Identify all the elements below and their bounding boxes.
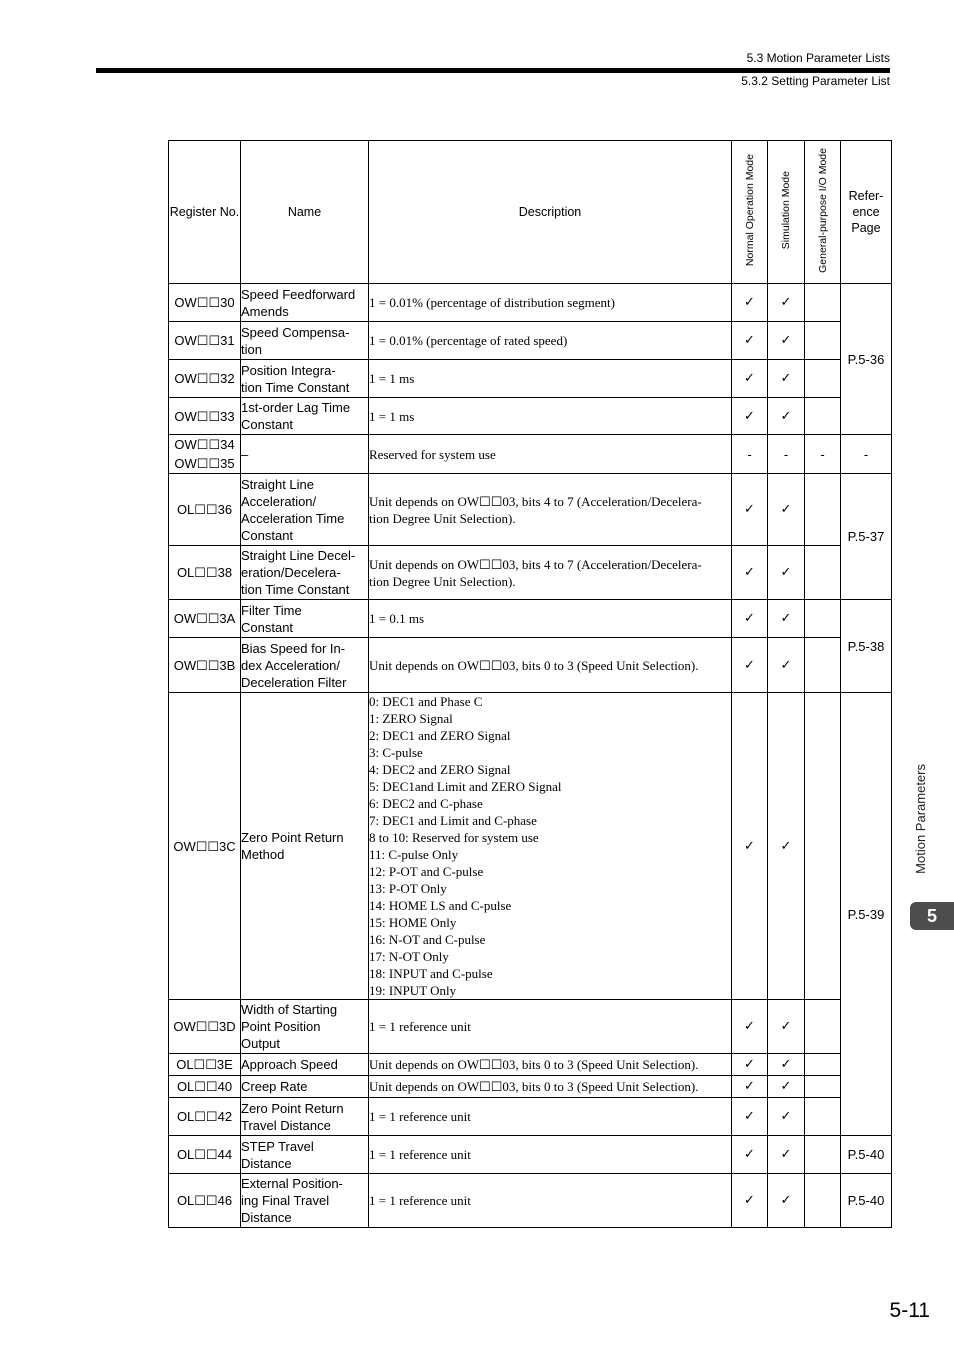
normal-mode-check: ✓: [732, 638, 768, 693]
reference-page-cell: P.5-40: [841, 1136, 892, 1174]
reference-page-cell: P.5-37: [841, 474, 892, 600]
general-io-mode-cell: [805, 546, 841, 600]
description-cell: 1 = 0.01% (percentage of distribution segment): [369, 284, 732, 322]
normal-mode-check: ✓: [732, 474, 768, 546]
name-cell: Zero Point Return Method: [241, 693, 369, 1000]
register-cell: OL☐☐46: [169, 1174, 241, 1228]
normal-mode-dash: -: [732, 435, 768, 474]
name-cell: Zero Point Return Travel Distance: [241, 1098, 369, 1136]
description-cell: 1 = 1 reference unit: [369, 1136, 732, 1174]
setting-parameter-table: [168, 140, 892, 1228]
simulation-mode-check: ✓: [768, 1174, 805, 1228]
simulation-mode-check: ✓: [768, 1076, 805, 1098]
description-cell: 1 = 1 reference unit: [369, 1174, 732, 1228]
normal-mode-check: ✓: [732, 322, 768, 360]
register-cell: OW☐☐31: [169, 322, 241, 360]
table-row: [169, 284, 892, 322]
register-cell: OW☐☐3B: [169, 638, 241, 693]
general-io-mode-cell: [805, 284, 841, 322]
general-io-mode-cell: [805, 693, 841, 1000]
description-cell: Unit depends on OW☐☐03, bits 0 to 3 (Speed Unit Selection).: [369, 638, 732, 693]
simulation-mode-check: ✓: [768, 284, 805, 322]
general-io-mode-cell: [805, 398, 841, 435]
table-row: [169, 360, 892, 398]
register-cell: OL☐☐42: [169, 1098, 241, 1136]
normal-mode-check: ✓: [732, 1000, 768, 1054]
name-cell: Creep Rate: [241, 1076, 369, 1098]
description-cell: 1 = 1 reference unit: [369, 1000, 732, 1054]
description-cell: Unit depends on OW☐☐03, bits 4 to 7 (Acceleration/Decelera- tion Degree Unit Selection).: [369, 474, 732, 546]
name-cell: Straight Line Acceleration/ Acceleration Time Constant: [241, 474, 369, 546]
name-cell: –: [241, 435, 369, 474]
name-cell: Bias Speed for In- dex Acceleration/ Deceleration Filter: [241, 638, 369, 693]
name-cell: Filter Time Constant: [241, 600, 369, 638]
name-cell: Approach Speed: [241, 1054, 369, 1076]
register-cell: OW☐☐33: [169, 398, 241, 435]
general-io-mode-cell: [805, 1174, 841, 1228]
table-row: [169, 322, 892, 360]
name-cell: Speed Compensa- tion: [241, 322, 369, 360]
simulation-mode-dash: -: [768, 435, 805, 474]
header-normal-operation-mode: Normal Operation Mode: [732, 141, 768, 284]
register-cell: OW☐☐3C: [169, 693, 241, 1000]
simulation-mode-check: ✓: [768, 1136, 805, 1174]
normal-mode-check: ✓: [732, 546, 768, 600]
general-io-mode-cell: [805, 360, 841, 398]
name-cell: Speed Feedforward Amends: [241, 284, 369, 322]
normal-mode-check: ✓: [732, 693, 768, 1000]
table-row: [169, 398, 892, 435]
description-cell: Unit depends on OW☐☐03, bits 0 to 3 (Speed Unit Selection).: [369, 1054, 732, 1076]
header-reference-page: Refer- ence Page: [841, 141, 892, 284]
description-cell: 1 = 1 ms: [369, 360, 732, 398]
general-io-mode-cell: [805, 1098, 841, 1136]
normal-mode-check: ✓: [732, 1054, 768, 1076]
simulation-mode-check: ✓: [768, 600, 805, 638]
name-cell: STEP Travel Distance: [241, 1136, 369, 1174]
section-header: 5.3 Motion Parameter Lists: [746, 51, 890, 65]
general-io-mode-cell: [805, 1000, 841, 1054]
description-cell: 1 = 0.1 ms: [369, 600, 732, 638]
normal-mode-check: ✓: [732, 1098, 768, 1136]
register-cell: OL☐☐36: [169, 474, 241, 546]
register-cell: OW☐☐3A: [169, 600, 241, 638]
name-cell: Straight Line Decel- eration/Decelera- tion Time Constant: [241, 546, 369, 600]
name-cell: External Position- ing Final Travel Distance: [241, 1174, 369, 1228]
simulation-mode-check: ✓: [768, 1000, 805, 1054]
table-row: [169, 1076, 892, 1098]
general-io-mode-cell: [805, 1076, 841, 1098]
table-row: [169, 1000, 892, 1054]
table-row: [169, 638, 892, 693]
header-simulation-mode: Simulation Mode: [768, 141, 805, 284]
simulation-mode-check: ✓: [768, 360, 805, 398]
normal-mode-check: ✓: [732, 360, 768, 398]
register-cell: OW☐☐3D: [169, 1000, 241, 1054]
simulation-mode-check: ✓: [768, 322, 805, 360]
normal-mode-check: ✓: [732, 1174, 768, 1228]
side-section-label: Motion Parameters: [912, 764, 928, 874]
general-io-mode-cell: [805, 600, 841, 638]
register-cell: OW☐☐32: [169, 360, 241, 398]
simulation-mode-check: ✓: [768, 546, 805, 600]
reference-page-dash: -: [841, 435, 892, 474]
simulation-mode-check: ✓: [768, 638, 805, 693]
table-row: [169, 1054, 892, 1076]
table-row: [169, 546, 892, 600]
table-row: [169, 1174, 892, 1228]
normal-mode-check: ✓: [732, 1136, 768, 1174]
register-cell: OL☐☐40: [169, 1076, 241, 1098]
table-row: [169, 435, 892, 474]
table-row: [169, 600, 892, 638]
table-row: [169, 474, 892, 546]
general-io-mode-cell: [805, 638, 841, 693]
general-io-mode-cell: [805, 1054, 841, 1076]
normal-mode-check: ✓: [732, 600, 768, 638]
reference-page-cell: P.5-40: [841, 1174, 892, 1228]
normal-mode-check: ✓: [732, 284, 768, 322]
header-rule: [96, 68, 890, 73]
simulation-mode-check: ✓: [768, 398, 805, 435]
reference-page-cell: P.5-36: [841, 284, 892, 435]
description-cell: 1 = 0.01% (percentage of rated speed): [369, 322, 732, 360]
name-cell: Position Integra- tion Time Constant: [241, 360, 369, 398]
table-header-row: [169, 141, 892, 284]
header-description: Description: [369, 141, 732, 284]
normal-mode-check: ✓: [732, 398, 768, 435]
description-cell: 0: DEC1 and Phase C 1: ZERO Signal 2: DEC1 and ZERO Signal 3: C-pulse 4: DEC2 and ZERO Signal 5: DEC1and Limit and ZERO Signal 6: DEC2 and C-phase 7: DEC1 and Limit and C-phase 8 to 10: Reserved for system use 11: C-pulse Only 12: P-OT and C-pulse 13: P-OT Only 14: HOME LS and C-pulse 15: HOME Only 16: N-OT and C-pulse 17: N-OT Only 18: INPUT and C-pulse 19: INPUT Only: [369, 693, 732, 1000]
page-number: 5-11: [889, 1299, 930, 1322]
chapter-tab: 5: [910, 902, 954, 930]
description-cell: 1 = 1 ms: [369, 398, 732, 435]
table-row: [169, 1136, 892, 1174]
reference-page-cell: P.5-39: [841, 693, 892, 1136]
register-cell: OL☐☐3E: [169, 1054, 241, 1076]
description-cell: 1 = 1 reference unit: [369, 1098, 732, 1136]
header-general-purpose-io-mode: General-purpose I/O Mode: [805, 141, 841, 284]
simulation-mode-check: ✓: [768, 474, 805, 546]
register-cell: OL☐☐44: [169, 1136, 241, 1174]
register-cell: OW☐☐34 OW☐☐35: [169, 435, 241, 474]
simulation-mode-check: ✓: [768, 1054, 805, 1076]
header-register-no: Register No.: [169, 141, 241, 284]
register-cell: OW☐☐30: [169, 284, 241, 322]
description-cell: Reserved for system use: [369, 435, 732, 474]
normal-mode-check: ✓: [732, 1076, 768, 1098]
header-name: Name: [241, 141, 369, 284]
description-cell: Unit depends on OW☐☐03, bits 4 to 7 (Acceleration/Decelera- tion Degree Unit Selection).: [369, 546, 732, 600]
simulation-mode-check: ✓: [768, 1098, 805, 1136]
subsection-header: 5.3.2 Setting Parameter List: [741, 74, 890, 88]
name-cell: Width of Starting Point Position Output: [241, 1000, 369, 1054]
general-io-mode-cell: [805, 1136, 841, 1174]
general-io-mode-cell: [805, 474, 841, 546]
register-cell: OL☐☐38: [169, 546, 241, 600]
general-io-mode-dash: -: [805, 435, 841, 474]
general-io-mode-cell: [805, 322, 841, 360]
table-row: [169, 1098, 892, 1136]
table-row: [169, 693, 892, 1000]
description-cell: Unit depends on OW☐☐03, bits 0 to 3 (Speed Unit Selection).: [369, 1076, 732, 1098]
simulation-mode-check: ✓: [768, 693, 805, 1000]
reference-page-cell: P.5-38: [841, 600, 892, 693]
name-cell: 1st-order Lag Time Constant: [241, 398, 369, 435]
